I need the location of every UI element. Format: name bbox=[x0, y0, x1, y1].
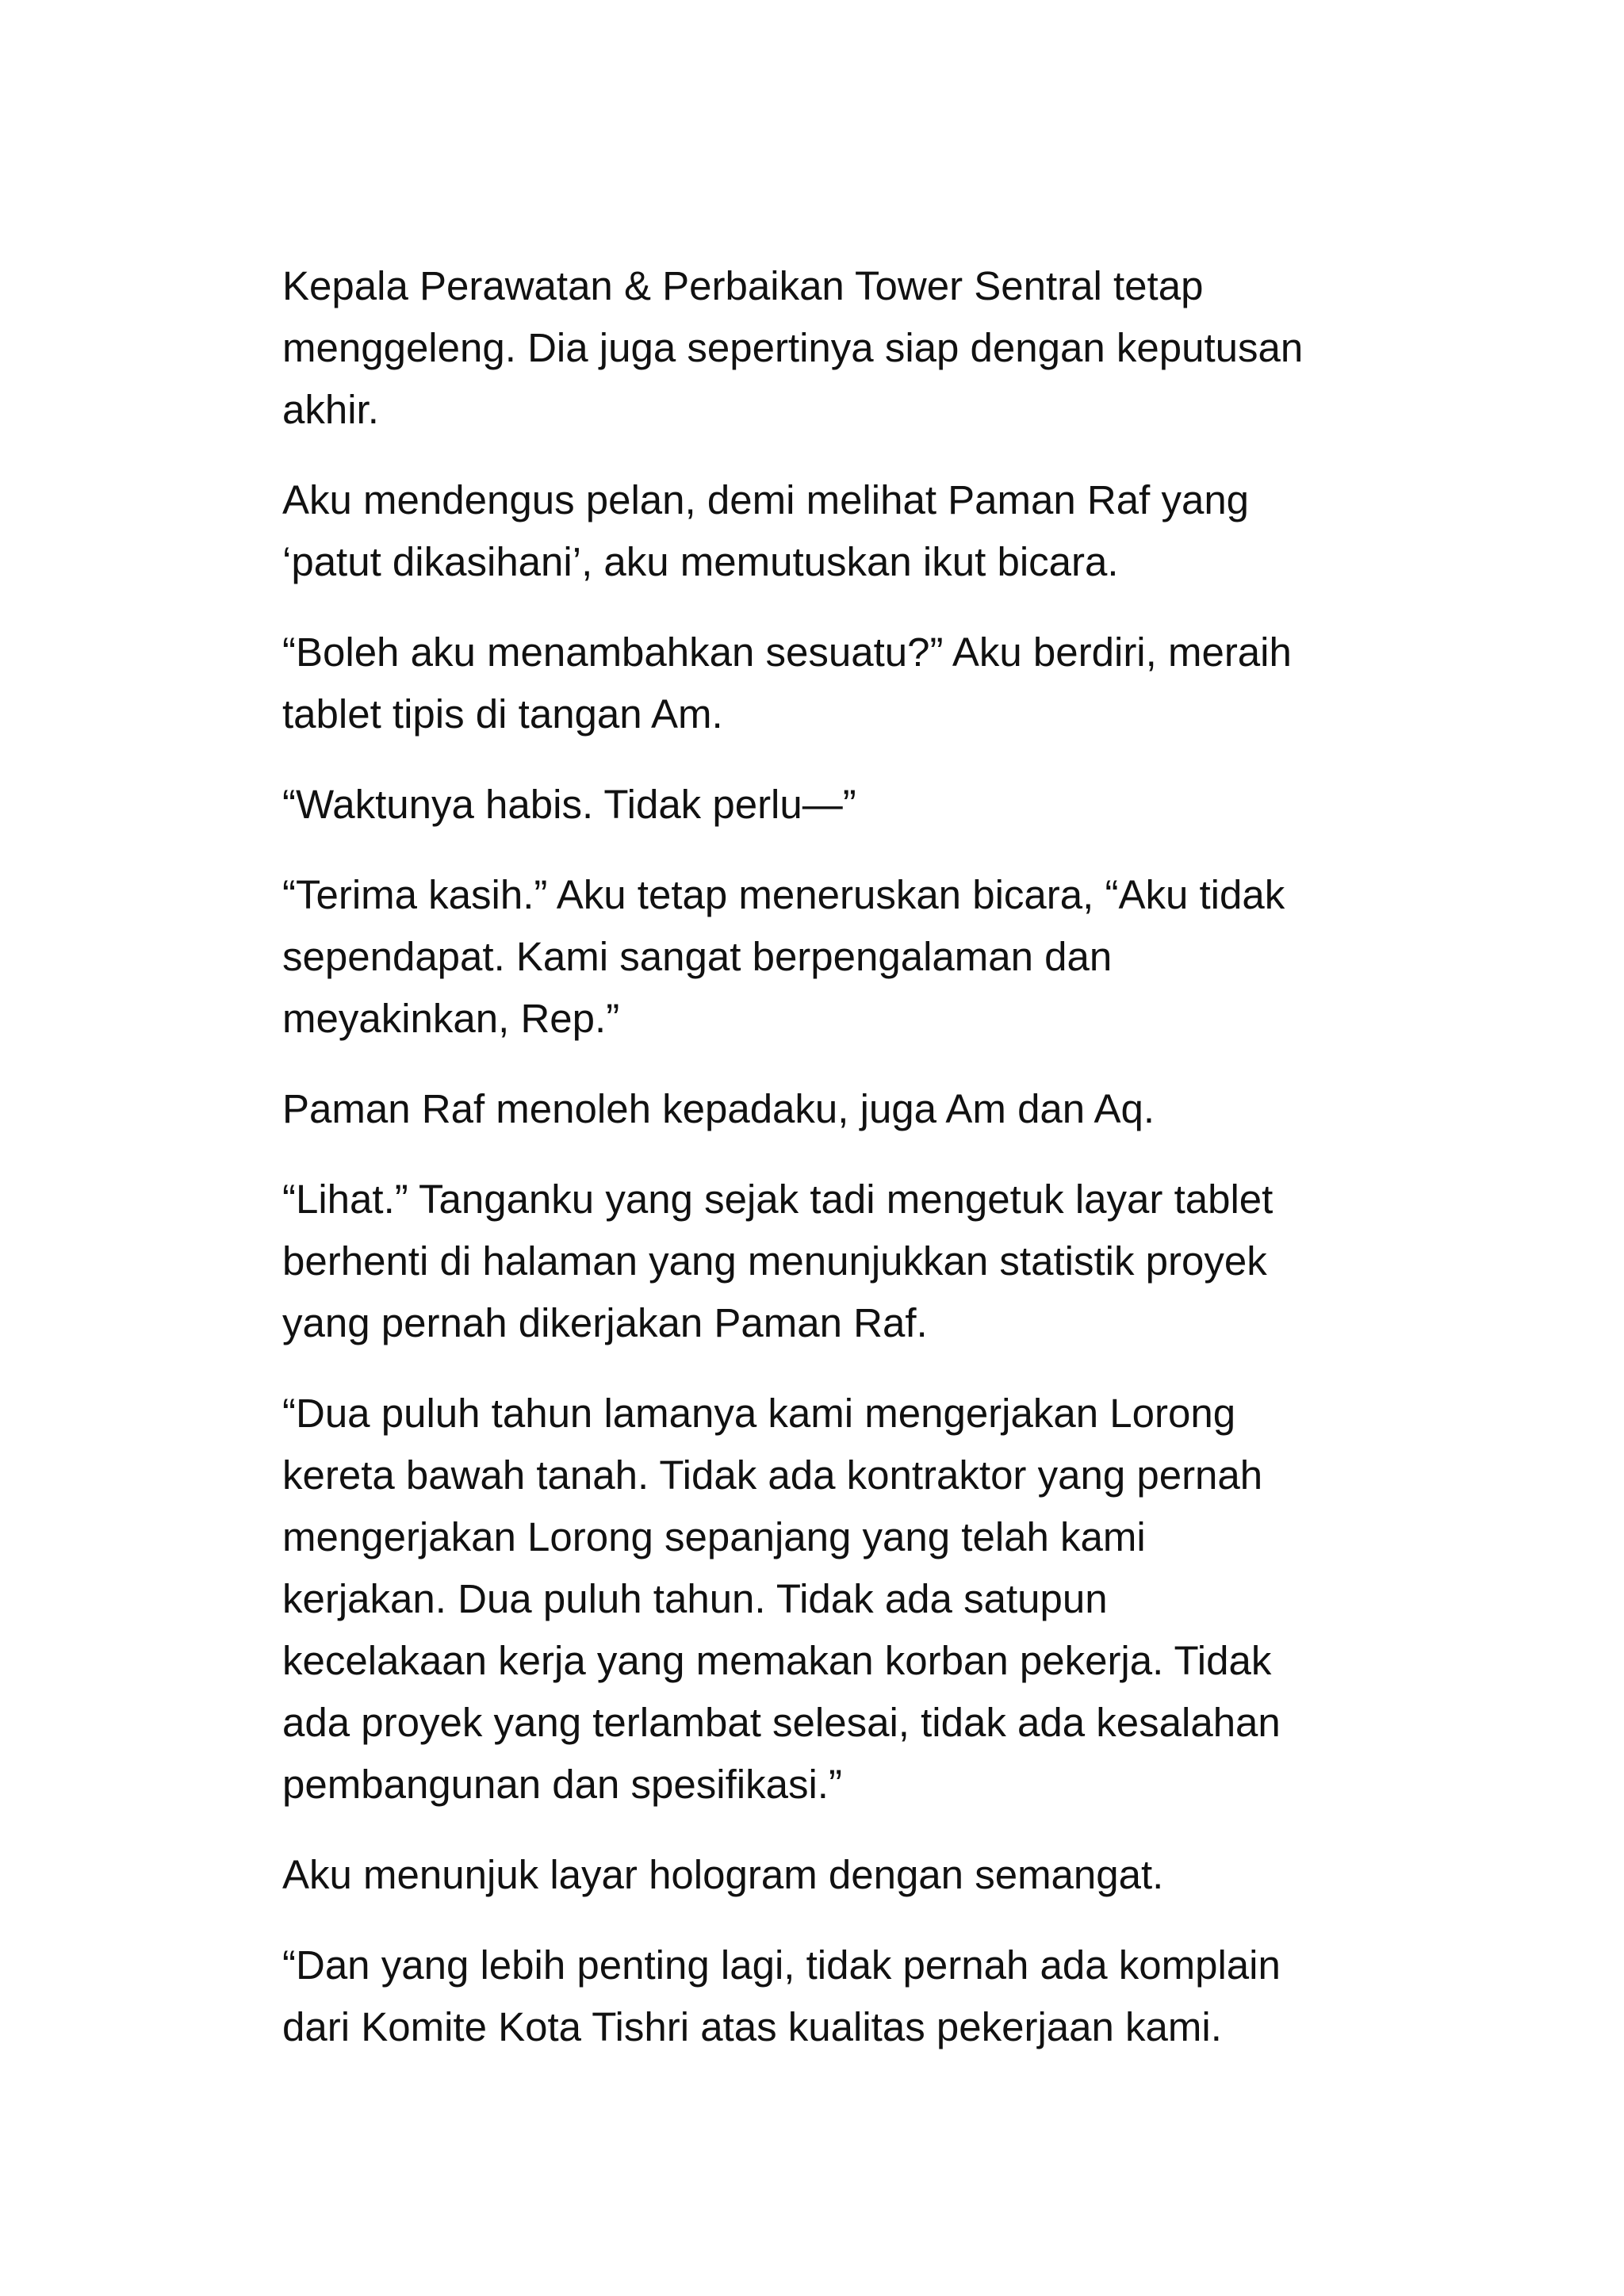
paragraph: “Dua puluh tahun lamanya kami mengerjakan Lorong kereta bawah tanah. Tidak ada kontraktor yang pernah mengerjakan Lorong sepanjang yang telah kami kerjakan. Dua puluh tahun. Tidak ada satupun kecelakaan kerja yang memakan korban pekerja. Tidak ada proyek yang terlambat selesai, tidak ada kesalahan pembangunan dan spesifikasi.” bbox=[282, 1391, 1281, 1807]
paragraph: “Boleh aku menambahkan sesuatu?” Aku berdiri, meraih tablet tipis di tangan Am. bbox=[282, 629, 1292, 737]
paragraph: Aku mendengus pelan, demi melihat Paman Raf yang ‘patut dikasihani’, aku memutuskan ikut bicara. bbox=[282, 477, 1250, 584]
paragraph: “Lihat.” Tanganku yang sejak tadi mengetuk layar tablet berhenti di halaman yang menunjukkan statistik proyek yang pernah dikerjakan Paman Raf. bbox=[282, 1177, 1274, 1345]
paragraph: Kepala Perawatan & Perbaikan Tower Sentral tetap menggeleng. Dia juga sepertinya siap dengan keputusan akhir. bbox=[282, 263, 1304, 432]
body-text bbox=[282, 255, 1377, 2087]
paragraph: Paman Raf menoleh kepadaku, juga Am dan Aq. bbox=[282, 1086, 1155, 1131]
paragraph: Aku menunjuk layar hologram dengan semangat. bbox=[282, 1852, 1164, 1897]
paragraph: “Terima kasih.” Aku tetap meneruskan bicara, “Aku tidak sependapat. Kami sangat berpengalaman dan meyakinkan, Rep.” bbox=[282, 872, 1285, 1041]
paragraph: “Waktunya habis. Tidak perlu—” bbox=[282, 782, 856, 827]
paragraph: “Dan yang lebih penting lagi, tidak pernah ada komplain dari Komite Kota Tishri atas kualitas pekerjaan kami. bbox=[282, 1942, 1281, 2049]
